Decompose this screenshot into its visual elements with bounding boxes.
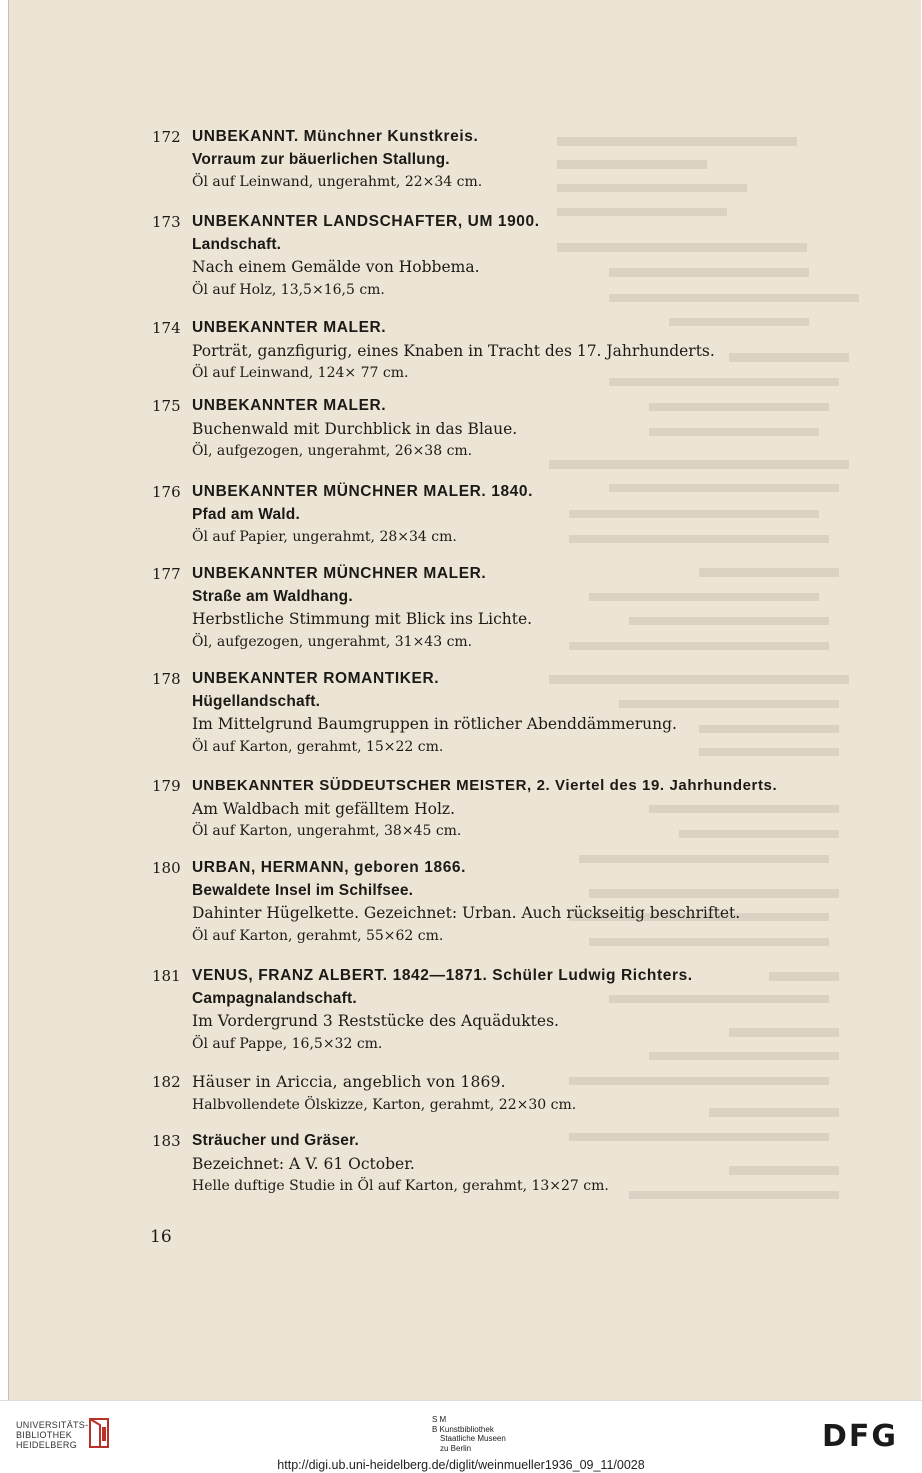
museum-line: B Kunstbibliothek (432, 1424, 494, 1434)
entry-title: Bewaldete Insel im Schilfsee. (192, 881, 414, 899)
entry-title: Häuser in Ariccia, angeblich von 1869. (192, 1073, 506, 1091)
entry-heading: VENUS, FRANZ ALBERT. 1842—1871. Schüler Ludwig Richters. (192, 967, 693, 984)
entry-description: Bezeichnet: A V. 61 October. (192, 1154, 415, 1173)
entry-medium: Öl auf Karton, gerahmt, 55×62 cm. (192, 927, 444, 944)
entry-title: Hügellandschaft. (192, 692, 321, 710)
catalog-entry-179 (152, 775, 872, 843)
entry-medium: Öl, aufgezogen, ungerahmt, 26×38 cm. (192, 443, 473, 459)
entry-description: Herbstliche Stimmung mit Blick ins Lichte. (192, 610, 533, 628)
catalog-entry-183 (152, 1130, 872, 1198)
entry-medium: Öl auf Pappe, 16,5×32 cm. (192, 1035, 383, 1052)
dfg-logo: DFG (822, 1419, 899, 1454)
entry-description: Nach einem Gemälde von Hobbema. (192, 258, 480, 276)
museum-line: S M (432, 1415, 447, 1424)
entry-heading: UNBEKANNT. Münchner Kunstkreis. (192, 128, 479, 145)
entry-medium: Helle duftige Studie in Öl auf Karton, gerahmt, 13×27 cm. (192, 1178, 609, 1194)
entry-title: Buchenwald mit Durchblick in das Blaue. (192, 419, 518, 438)
catalog-page (8, 0, 921, 1400)
entry-title: Straße am Waldhang. (192, 587, 353, 605)
entry-heading: UNBEKANNTER LANDSCHAFTER, UM 1900. (192, 213, 540, 230)
entry-heading: UNBEKANNTER SÜDDEUTSCHER MEISTER, 2. Viertel des 19. Jahrhunderts. (192, 777, 778, 794)
entry-description: Im Vordergrund 3 Reststücke des Aquäduktes. (192, 1012, 559, 1030)
library-name (16, 1420, 88, 1450)
entry-title: Porträt, ganzfigurig, eines Knaben in Tracht des 17. Jahrhunderts. (192, 341, 715, 360)
source-url[interactable]: http://digi.ub.uni-heidelberg.de/diglit/weinmueller1936_09_11/0028 (277, 1458, 645, 1472)
museum-credit (432, 1415, 506, 1453)
entry-heading: UNBEKANNTER ROMANTIKER. (192, 670, 440, 687)
lot-number: 174 (152, 319, 181, 337)
lot-number: 172 (152, 128, 181, 146)
lot-number: 182 (152, 1073, 181, 1091)
catalog-entry-181 (152, 965, 872, 1055)
catalog-entry-174 (152, 317, 872, 385)
viewer-footer (0, 1400, 922, 1473)
catalog-entry-172 (152, 126, 872, 194)
lot-number: 180 (152, 859, 181, 877)
entry-title: Pfad am Wald. (192, 505, 300, 523)
entry-heading: UNBEKANNTER MALER. (192, 319, 387, 336)
lot-number: 177 (152, 565, 181, 583)
entry-medium: Öl auf Karton, ungerahmt, 38×45 cm. (192, 823, 462, 839)
entry-medium: Halbvollendete Ölskizze, Karton, gerahmt, 22×30 cm. (192, 1096, 577, 1113)
entry-heading: UNBEKANNTER MALER. (192, 397, 387, 414)
lot-number: 173 (152, 213, 181, 231)
entry-medium: Öl auf Leinwand, 124× 77 cm. (192, 365, 409, 381)
entry-title: Am Waldbach mit gefälltem Holz. (192, 799, 456, 818)
catalog-entry-180 (152, 857, 872, 947)
entry-title: Campagnalandschaft. (192, 989, 357, 1007)
entry-title: Vorraum zur bäuerlichen Stallung. (192, 150, 450, 168)
catalog-entry-177 (152, 563, 872, 653)
museum-line: zu Berlin (440, 1443, 472, 1453)
library-line: BIBLIOTHEK (16, 1430, 73, 1440)
lot-number: 178 (152, 670, 181, 688)
catalog-entry-182 (152, 1071, 872, 1116)
ub-heidelberg-logo-icon (86, 1417, 112, 1449)
entry-medium: Öl auf Leinwand, ungerahmt, 22×34 cm. (192, 174, 483, 190)
entry-description: Dahinter Hügelkette. Gezeichnet: Urban. Auch rückseitig beschriftet. (192, 904, 741, 922)
page-number: 16 (150, 1227, 172, 1247)
entry-medium: Öl auf Papier, ungerahmt, 28×34 cm. (192, 529, 457, 545)
entry-title: Sträucher und Gräser. (192, 1132, 360, 1149)
entry-heading: UNBEKANNTER MÜNCHNER MALER. (192, 565, 487, 582)
entry-medium: Öl auf Karton, gerahmt, 15×22 cm. (192, 738, 444, 755)
lot-number: 181 (152, 967, 181, 985)
entry-description: Im Mittelgrund Baumgruppen in rötlicher Abenddämmerung. (192, 715, 677, 733)
catalog-entry-178 (152, 668, 872, 758)
lot-number: 183 (152, 1132, 181, 1150)
entry-heading: UNBEKANNTER MÜNCHNER MALER. 1840. (192, 483, 534, 500)
library-line: HEIDELBERG (16, 1440, 78, 1450)
lot-number: 176 (152, 483, 181, 501)
catalog-entry-173 (152, 211, 872, 301)
catalog-entry-176 (152, 481, 872, 549)
catalog-entry-175 (152, 395, 872, 463)
entry-medium: Öl auf Holz, 13,5×16,5 cm. (192, 281, 385, 298)
library-line: UNIVERSITÄTS- (16, 1420, 89, 1430)
lot-number: 179 (152, 777, 181, 795)
lot-number: 175 (152, 397, 181, 415)
entry-heading: URBAN, HERMANN, geboren 1866. (192, 859, 467, 876)
museum-line: Staatliche Museen (440, 1434, 506, 1443)
entry-medium: Öl, aufgezogen, ungerahmt, 31×43 cm. (192, 633, 473, 650)
entry-title: Landschaft. (192, 235, 282, 253)
